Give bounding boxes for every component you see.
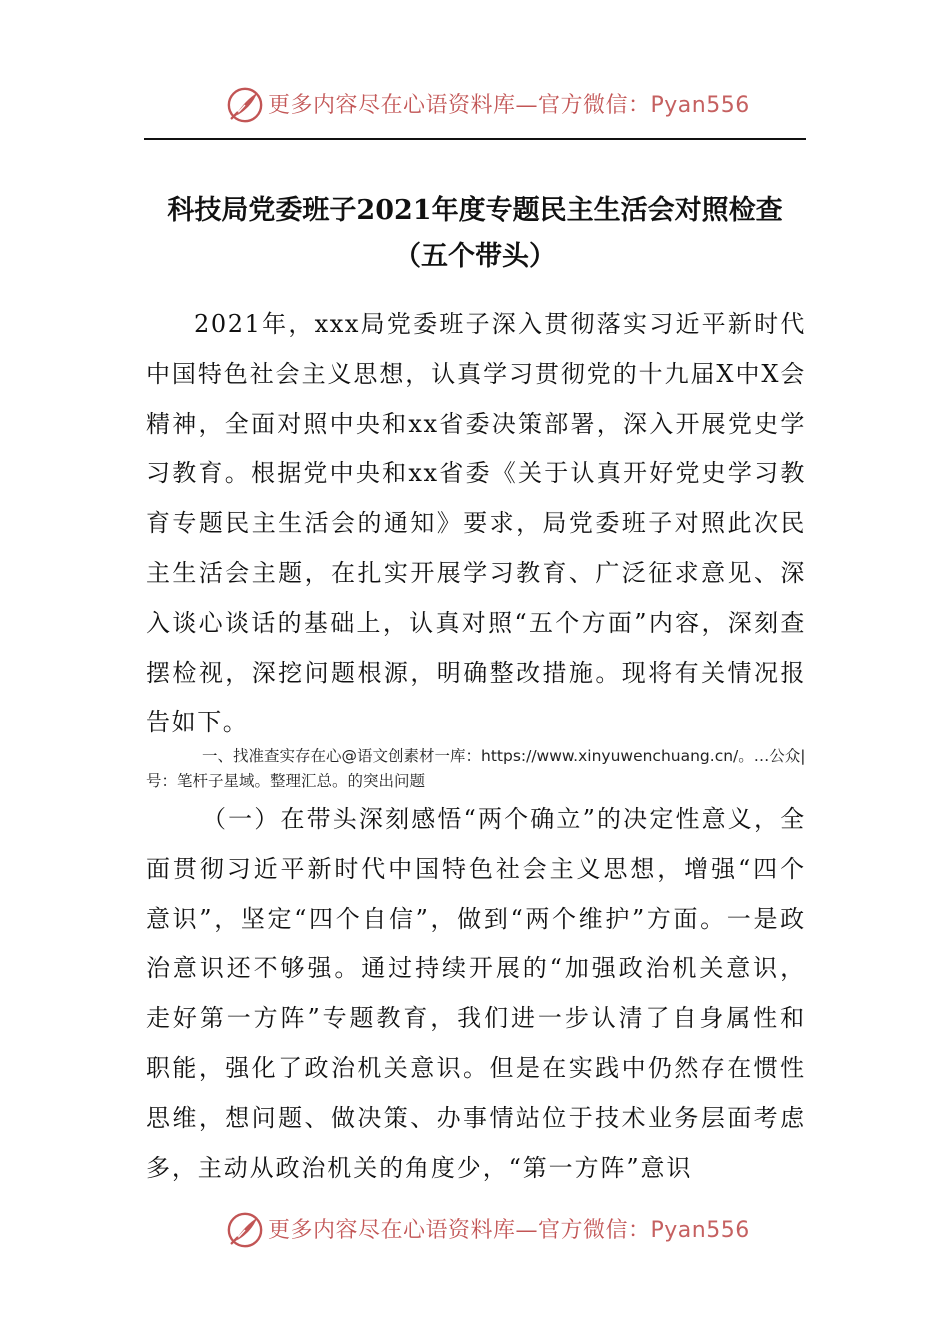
header-divider [144, 138, 806, 140]
feather-pen-logo-icon [226, 1211, 264, 1249]
intro-paragraph: 2021年，xxx局党委班子深入贯彻落实习近平新时代中国特色社会主义思想，认真学习贯彻党的十九届X中X会精神，全面对照中央和xx省委决策部署，深入开展党史学习教育。根据党中央和xx省委《关于认真开好党史学习教育专题民主生活会的通知》要求，局党委班子对照此次民主生活会主题，在扎实开展学习教育、广泛征求意见、深入谈心谈话的基础上，认真对照“五个方面”内容，深刻查摆检视，深挖问题根源，明确整改措施。现将有关情况报告如下。 [146, 310, 806, 737]
watermark-text [268, 1217, 750, 1245]
watermark-label: 更多内容尽在心语资料库—官方微信： [268, 93, 651, 118]
watermark-label: 更多内容尽在心语资料库—官方微信： [268, 1218, 651, 1243]
document-title: 科技局党委班子2021年度专题民主生活会对照检查（五个带头） [167, 195, 783, 273]
section-paragraph: （一）在带头深刻感悟“两个确立”的决定性意义，全面贯彻习近平新时代中国特色社会主义思想，增强“四个意识”，坚定“四个自信”，做到“两个维护”方面。一是政治意识还不够强。通过持续开展的“加强政治机关意识，走好第一方阵”专题教育，我们进一步认清了自身属性和职能，强化了政治机关意识。但是在实践中仍然存在惯性思维，想问题、做决策、办事情站位于技术业务层面考虑多，主动从政治机关的角度少，“第一方阵”意识 [146, 805, 806, 1182]
watermark-contact: Pyan556 [650, 1218, 750, 1243]
feather-pen-logo-icon [226, 86, 264, 124]
watermark-contact: Pyan556 [650, 93, 750, 118]
footer-watermark [0, 1207, 950, 1255]
header-watermark [0, 82, 950, 130]
section-heading-note: 一、找准查实存在心@语文创素材一库：https://www.xinyuwenchuang.cn/。…公众|号：笔杆子星域。整理汇总。的突出问题 [146, 747, 806, 790]
watermark-text [268, 92, 750, 120]
